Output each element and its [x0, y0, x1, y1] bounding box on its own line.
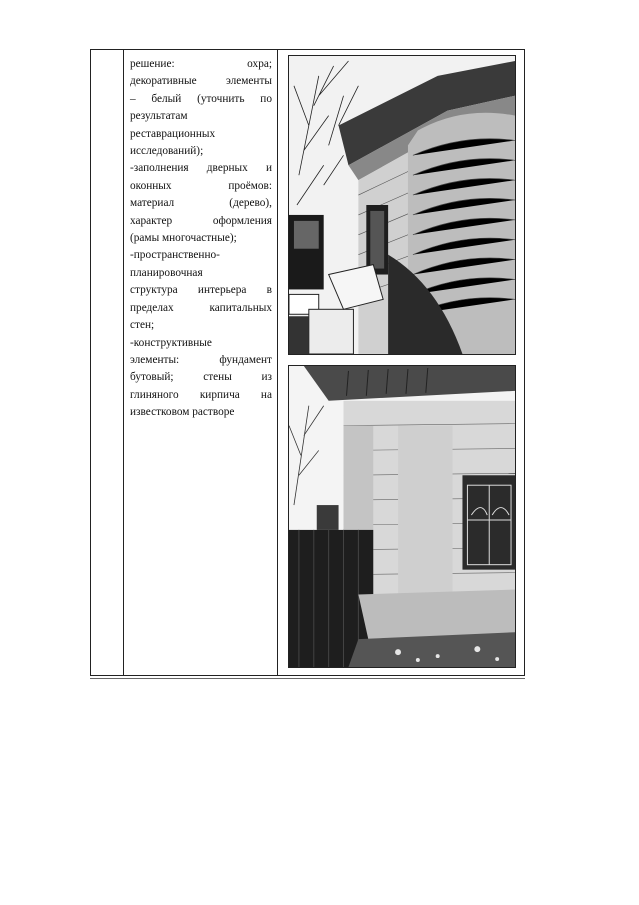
text-line: -пространственно-: [130, 249, 220, 262]
text-line: структура интерьера в: [130, 284, 272, 297]
text-line: – белый (уточнить по: [130, 92, 272, 105]
text-line: (рамы многочастные);: [130, 232, 237, 245]
photo-building-corner: [288, 55, 516, 355]
text-line: стен;: [130, 319, 155, 332]
text-line: результатам: [130, 110, 188, 123]
column-divider-2: [277, 50, 278, 675]
text-line: глиняного кирпича на: [130, 388, 272, 401]
text-line: оконных проёмов:: [130, 179, 272, 192]
text-line: реставрационных: [130, 127, 216, 140]
text-line: материал (дерево),: [130, 197, 272, 210]
column-divider-1: [123, 50, 124, 675]
text-line: декоративные элементы: [130, 75, 272, 88]
text-line: планировочная: [130, 266, 203, 279]
document-table: [90, 49, 525, 676]
text-line: решение: охра;: [130, 58, 272, 70]
text-line: -заполнения дверных и: [130, 162, 272, 175]
text-line: исследований);: [130, 145, 204, 158]
text-line: характер оформления: [130, 214, 272, 227]
text-line: элементы: фундамент: [130, 353, 272, 366]
text-line: -конструктивные: [130, 336, 212, 349]
photo-building-corner-image: [289, 56, 515, 354]
text-line: пределах капитальных: [130, 301, 272, 314]
photo-building-facade-image: [289, 366, 515, 667]
description-cell: [130, 56, 272, 422]
photo-building-facade: [288, 365, 516, 668]
text-line: известковом растворе: [130, 406, 235, 419]
text-line: бутовый; стены из: [130, 371, 272, 384]
